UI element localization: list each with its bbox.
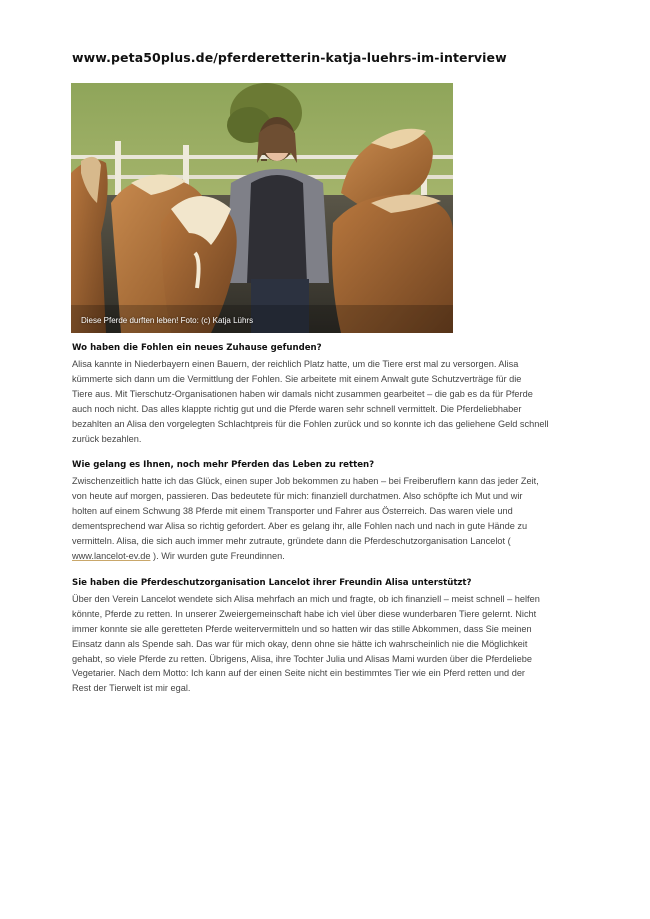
answer-line: vermitteln. Alisa, die sich auch immer mehr zutraute, gründete dann die Pferdeschutzorganisation Lancelot ( — [72, 536, 511, 547]
interview-question: Wo haben die Fohlen ein neues Zuhause gefunden? — [72, 343, 322, 353]
answer-line: Alisa kannte in Niederbayern einen Bauern, der reichlich Platz hatte, um die Tiere erst mal zu versorgen. Alisa — [72, 359, 519, 369]
interview-section-1 — [72, 342, 572, 446]
interview-question: Sie haben die Pferdeschutzorganisation Lancelot ihrer Freundin Alisa unterstützt? — [72, 577, 472, 588]
answer-line: auch noch nicht. Das alles klappte richtig gut und die Pferde waren sehr schnell vermittelt. Die Pferdeliebhaber — [72, 403, 522, 414]
answer-line-with-link — [72, 549, 572, 564]
answer-line: könnte, Pferde zu retten. In unserer Zweiergemeinschaft habe ich viel über diese wunderbaren Tiere gelernt. Nicht — [72, 608, 537, 619]
answer-line: holten auf einem Schwung 38 Pferde mit einem Transporter und Fahrer aus Österreich. Das waren viele und — [72, 506, 513, 517]
answer-line-tail: ). Wir wurden gute Freundinnen. — [150, 550, 285, 561]
answer-line: bezahlten an Alisa den vorgelegten Schlachtpreis für die Fohlen zurück und so konnte ich das geliehene Geld schnell — [72, 418, 549, 429]
answer-line: Über den Verein Lancelot wendete sich Alisa mehrfach an mich und fragte, ob ich finanziell – meist schnell – helfen — [72, 593, 540, 604]
photo-caption: Diese Pferde durften leben! Foto: (c) Katja Lührs — [81, 316, 254, 325]
answer-line: dementsprechend war Alisa so richtig gefordert. Aber es gelang ihr, alle Fohlen nach und nach in gute Hände zu — [72, 521, 528, 532]
answer-line: kümmerte sich dann um die Vermittlung der Fohlen. Sie arbeitete mit einem Anwalt gute Schutzverträge für die — [72, 373, 522, 384]
horses-photo-illustration — [71, 83, 453, 333]
lancelot-website-link[interactable]: www.lancelot-ev.de — [72, 550, 151, 561]
answer-line: Tiere aus. Mit Tierschutz-Organisationen haben wir damals nicht zusammen gearbeitet – die gab es da für Pferde — [72, 388, 533, 399]
answer-line: von heute auf morgen, passieren. Das bedeutete für mich: finanziell durchatmen. Also schöpfte ich Mut und wir — [72, 491, 523, 502]
interview-question: Wie gelang es Ihnen, noch mehr Pferden das Leben zu retten? — [72, 460, 375, 471]
answer-line: Rest der Tierwelt ist mir egal. — [72, 683, 191, 694]
answer-line: Einsatz dann als Spende sah. Das war für mich okay, denn ohne sie hätte ich wahrscheinlich nie die Möglichkeit — [72, 638, 528, 649]
answer-line: Vegetarier. Nach dem Motto: Ich kann auf der einen Seite nicht ein bestimmtes Tier wie ein Pferd retten und der — [72, 668, 525, 679]
page-url-header: www.peta50plus.de/pferderetterin-katja-luehrs-im-interview — [72, 50, 507, 65]
answer-line: immer konnte sie alle geretteten Pferde weitervermitteln und so hatten wir das stille Abkommen, dass Sie meinen — [72, 623, 532, 634]
answer-line: gehabt, so viele Pferde zu retten. Übrigens, Alisa, ihre Tochter Julia und Alisas Mami wurden über die Pferdeliebe — [72, 653, 532, 664]
article-photo — [71, 83, 453, 333]
answer-line: Zwischenzeitlich hatte ich das Glück, einen super Job bekommen zu haben – bei Freiberuflern kann das jeder Zeit, — [72, 476, 539, 487]
answer-line: zurück bezahlen. — [72, 433, 142, 444]
interview-section-3 — [72, 577, 572, 696]
interview-article — [72, 342, 572, 709]
interview-section-2 — [72, 459, 572, 563]
